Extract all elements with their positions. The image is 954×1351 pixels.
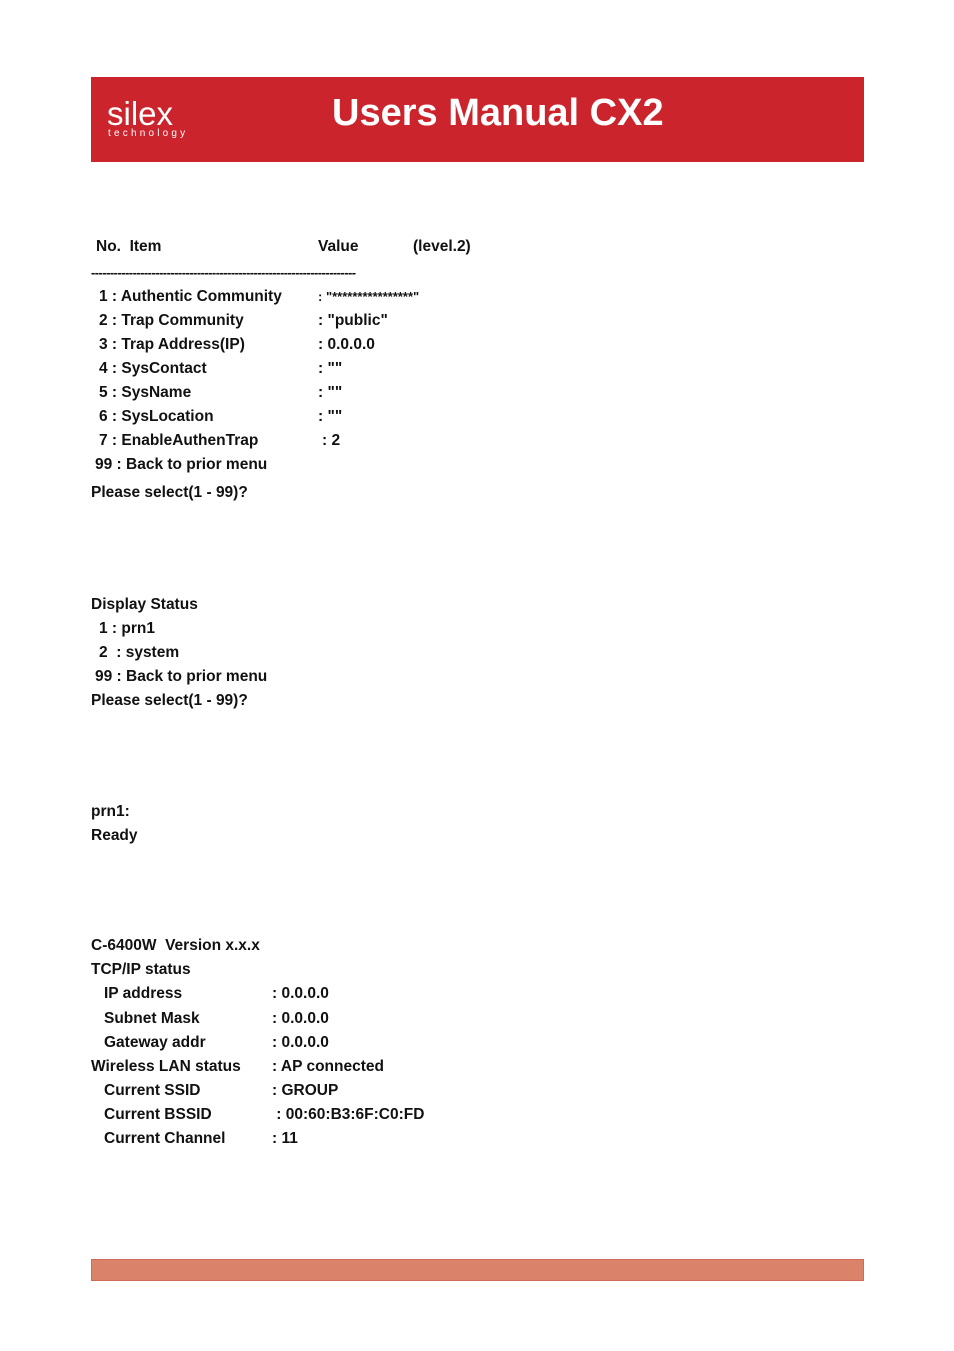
menu-item-back: 99 : Back to prior menu: [95, 456, 268, 473]
menu-item-label: 1 : Authentic Community: [99, 288, 282, 305]
select-prompt: Please select(1 - 99)?: [91, 692, 248, 709]
menu-item-value: : "": [318, 384, 343, 401]
logo-word: silex: [107, 95, 174, 132]
menu-item-back: 99 : Back to prior menu: [95, 668, 268, 685]
status-row-value: : 0.0.0.0: [272, 985, 329, 1002]
select-prompt: Please select(1 - 99)?: [91, 484, 248, 501]
column-header-no-item: No. Item: [96, 238, 162, 255]
page-title: Users Manual CX2: [332, 92, 664, 134]
prn-status-value: Ready: [91, 827, 138, 844]
menu-item-value: : "public": [318, 312, 388, 329]
menu-item-label: 3 : Trap Address(IP): [99, 336, 245, 353]
header-banner: [91, 77, 864, 162]
divider-line: ----------------------------------------------------------------------: [91, 265, 356, 280]
prn-status-label: prn1:: [91, 803, 130, 820]
menu-item-value: : "": [318, 408, 343, 425]
menu-item-label: 2 : Trap Community: [99, 312, 244, 329]
menu-item-label: 4 : SysContact: [99, 360, 207, 377]
wlan-status-value: : AP connected: [272, 1058, 384, 1075]
menu-item-system: 2 : system: [99, 644, 180, 661]
status-row-label: IP address: [104, 985, 183, 1002]
wlan-status-label: Wireless LAN status: [91, 1058, 241, 1075]
column-header-level: (level.2): [413, 238, 471, 255]
menu-item-label: 7 : EnableAuthenTrap: [99, 432, 259, 449]
menu-item-value: : 0.0.0.0: [318, 336, 375, 353]
section-title-display-status: Display Status: [91, 596, 198, 613]
status-row-label: Gateway addr: [104, 1034, 206, 1051]
menu-item-value: : "****************": [318, 289, 420, 304]
column-header-value: Value: [318, 238, 359, 255]
logo-subtitle: technology: [108, 128, 189, 139]
status-row-value: : 0.0.0.0: [272, 1010, 329, 1027]
status-row-value: : GROUP: [272, 1082, 339, 1099]
menu-item-value: : 2: [322, 432, 341, 449]
tcpip-status-title: TCP/IP status: [91, 961, 191, 978]
menu-item-label: 5 : SysName: [99, 384, 192, 401]
status-row-value: : 00:60:B3:6F:C0:FD: [272, 1106, 425, 1123]
version-line: C-6400W Version x.x.x: [91, 937, 260, 954]
status-row-value: : 0.0.0.0: [272, 1034, 329, 1051]
menu-item-prn1: 1 : prn1: [99, 620, 155, 637]
status-row-label: Subnet Mask: [104, 1010, 200, 1027]
menu-item-label: 6 : SysLocation: [99, 408, 214, 425]
footer-bar: [91, 1259, 864, 1281]
status-row-label: Current Channel: [104, 1130, 226, 1147]
silex-logo: [107, 97, 188, 139]
status-row-value: : 11: [272, 1130, 298, 1147]
status-row-label: Current SSID: [104, 1082, 201, 1099]
menu-item-value: : "": [318, 360, 343, 377]
status-row-label: Current BSSID: [104, 1106, 212, 1123]
